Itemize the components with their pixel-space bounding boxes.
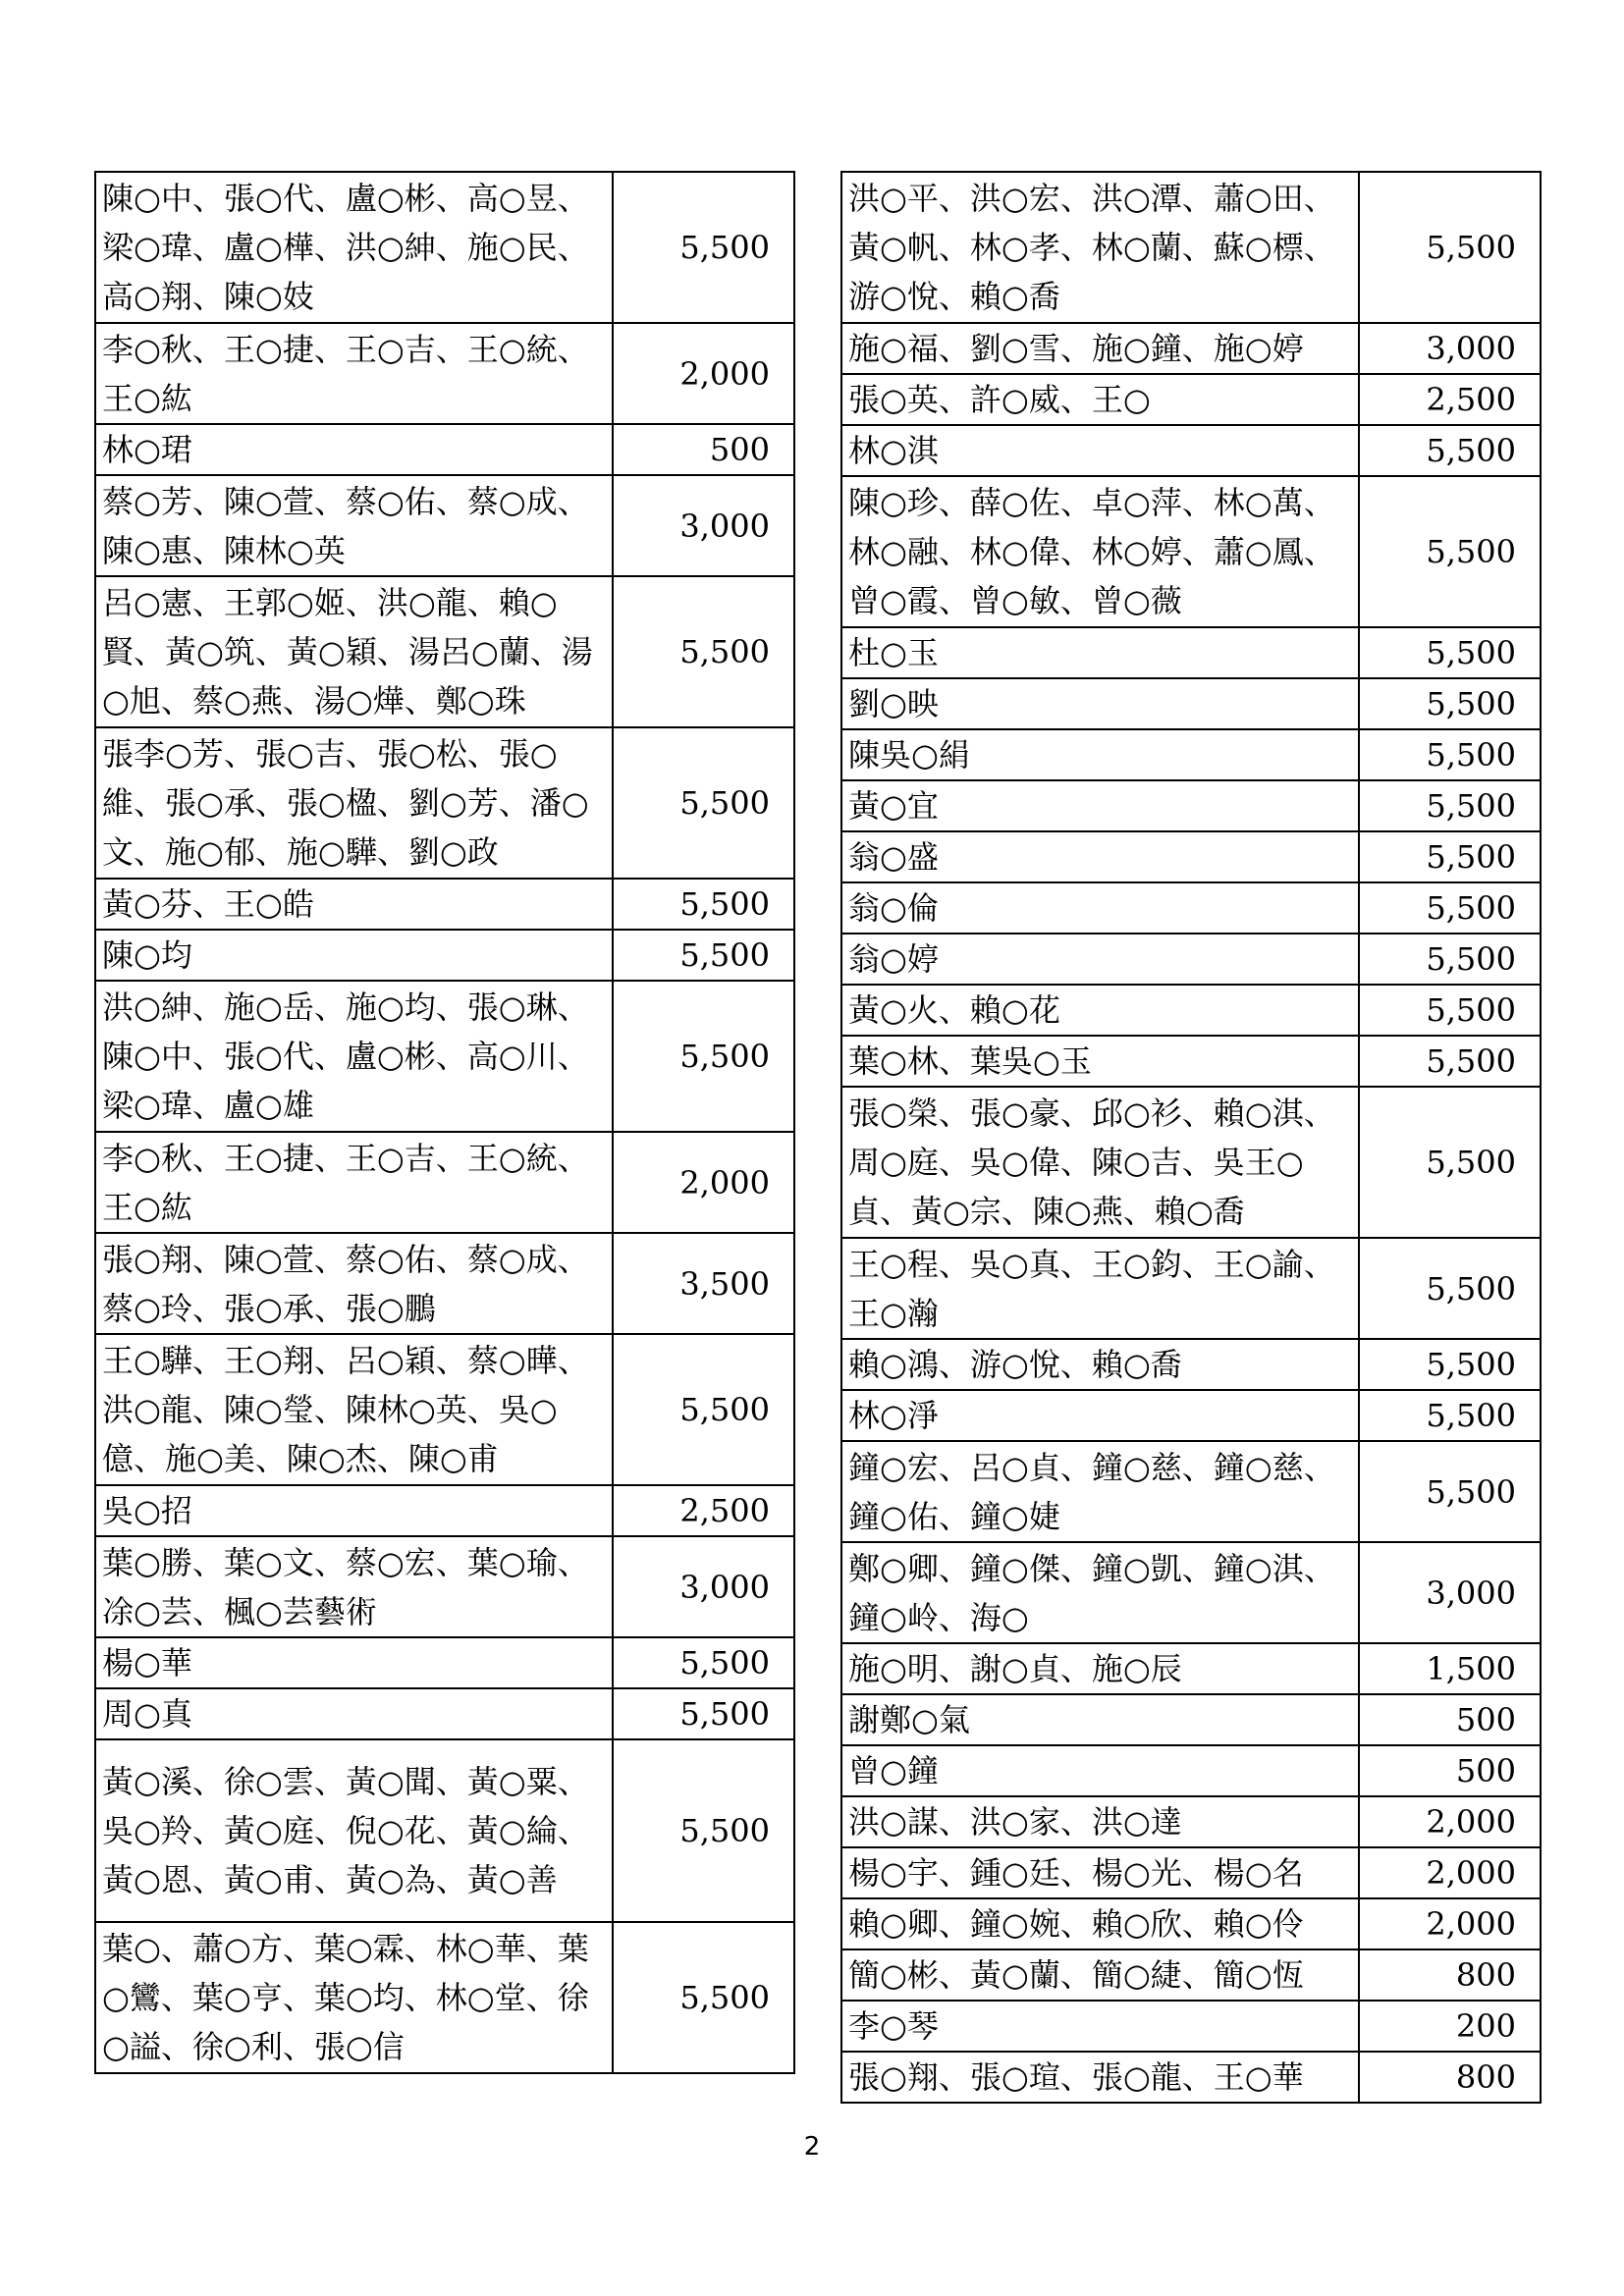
- donation-amount: 3,000: [1359, 1542, 1541, 1643]
- table-row: [841, 1036, 1541, 1087]
- donation-amount: 5,500: [1359, 627, 1541, 678]
- donor-names: 簡○彬、黃○蘭、簡○緁、簡○恆: [841, 1949, 1359, 2001]
- donation-amount: 200: [1359, 2001, 1541, 2052]
- donation-amount: 500: [613, 424, 794, 475]
- table-row: [841, 425, 1541, 476]
- donation-amount: 500: [1359, 1694, 1541, 1745]
- donation-amount: 2,000: [613, 323, 794, 424]
- table-row: [95, 424, 794, 475]
- table-row: [95, 1132, 794, 1233]
- donation-amount: 5,500: [1359, 678, 1541, 729]
- table-row: [95, 1536, 794, 1637]
- donor-names: 王○驊、王○翔、呂○穎、蔡○曄、洪○龍、陳○瑩、陳林○英、吳○億、施○美、陳○杰、陳○甫: [95, 1334, 613, 1485]
- table-row: [841, 1087, 1541, 1238]
- table-row: [841, 831, 1541, 882]
- donation-amount: 5,500: [613, 1688, 794, 1739]
- donation-amount: 3,000: [613, 475, 794, 576]
- donor-names: 林○淨: [841, 1390, 1359, 1441]
- table-row: [95, 1485, 794, 1536]
- donor-names: 杜○玉: [841, 627, 1359, 678]
- donor-names: 謝鄭○氣: [841, 1694, 1359, 1745]
- donation-amount: 5,500: [1359, 1238, 1541, 1339]
- donor-names: 翁○婷: [841, 934, 1359, 985]
- donor-names: 葉○、蕭○方、葉○霖、林○華、葉○鸞、葉○亨、葉○均、林○堂、徐○謚、徐○利、張○信: [95, 1922, 613, 2073]
- donation-amount: 5,500: [1359, 425, 1541, 476]
- table-row: [95, 1688, 794, 1739]
- donation-amount: 2,500: [1359, 374, 1541, 425]
- donation-amount: 2,000: [613, 1132, 794, 1233]
- donation-amount: 5,500: [1359, 1390, 1541, 1441]
- donor-names: 陳○均: [95, 930, 613, 981]
- donation-amount: 800: [1359, 1949, 1541, 2001]
- donor-names: 林○淇: [841, 425, 1359, 476]
- table-row: [841, 1238, 1541, 1339]
- table-row: [841, 1390, 1541, 1441]
- table-row: [841, 1694, 1541, 1745]
- table-row: [841, 729, 1541, 780]
- donation-table-left: [94, 171, 795, 2074]
- table-row: [95, 323, 794, 424]
- donation-amount: 5,500: [613, 576, 794, 727]
- donation-amount: 5,500: [1359, 729, 1541, 780]
- donor-names: 陳吳○絹: [841, 729, 1359, 780]
- table-row: [841, 323, 1541, 374]
- donation-amount: 5,500: [1359, 934, 1541, 985]
- donor-names: 黃○宜: [841, 780, 1359, 831]
- donor-names: 呂○憲、王郭○姬、洪○龍、賴○賢、黃○筑、黃○穎、湯呂○蘭、湯○旭、蔡○燕、湯○燁、鄭○珠: [95, 576, 613, 727]
- table-row: [841, 2001, 1541, 2052]
- donation-amount: 5,500: [613, 1637, 794, 1688]
- table-row: [841, 1745, 1541, 1796]
- table-row: [95, 727, 794, 879]
- table-row: [95, 1739, 794, 1922]
- table-row: [841, 2052, 1541, 2103]
- donor-names: 施○福、劉○雪、施○鐘、施○婷: [841, 323, 1359, 374]
- donor-names: 賴○鴻、游○悅、賴○喬: [841, 1339, 1359, 1390]
- donor-names: 陳○珍、薛○佐、卓○萍、林○萬、林○融、林○偉、林○婷、蕭○鳳、曾○霞、曾○敏、曾○薇: [841, 476, 1359, 627]
- donation-amount: 3,500: [613, 1233, 794, 1334]
- table-row: [841, 1643, 1541, 1694]
- table-row: [95, 1233, 794, 1334]
- table-row: [841, 1796, 1541, 1847]
- donor-names: 翁○盛: [841, 831, 1359, 882]
- donor-names: 洪○謀、洪○家、洪○達: [841, 1796, 1359, 1847]
- table-row: [841, 985, 1541, 1036]
- donor-names: 王○程、吳○真、王○鈞、王○諭、王○瀚: [841, 1238, 1359, 1339]
- donor-names: 鐘○宏、呂○貞、鐘○慈、鐘○慈、鐘○佑、鐘○婕: [841, 1441, 1359, 1542]
- donor-names: 劉○映: [841, 678, 1359, 729]
- table-row: [841, 1949, 1541, 2001]
- donor-names: 張○英、許○威、王○: [841, 374, 1359, 425]
- donation-amount: 5,500: [1359, 476, 1541, 627]
- table-row: [95, 1922, 794, 2073]
- table-row: [841, 934, 1541, 985]
- donation-amount: 5,500: [1359, 1441, 1541, 1542]
- donor-names: 張○翔、張○瑄、張○龍、王○華: [841, 2052, 1359, 2103]
- table-row: [95, 576, 794, 727]
- donation-amount: 5,500: [1359, 1036, 1541, 1087]
- donor-names: 周○真: [95, 1688, 613, 1739]
- donor-names: 楊○華: [95, 1637, 613, 1688]
- table-row: [95, 1334, 794, 1485]
- donor-names: 鄭○卿、鐘○傑、鐘○凱、鐘○淇、鐘○岭、海○: [841, 1542, 1359, 1643]
- donation-amount: 5,500: [613, 981, 794, 1132]
- table-row: [95, 981, 794, 1132]
- donor-names: 林○珺: [95, 424, 613, 475]
- donation-amount: 5,500: [1359, 780, 1541, 831]
- donor-names: 陳○中、張○代、盧○彬、高○昱、梁○瑋、盧○樺、洪○紳、施○民、高○翔、陳○妓: [95, 172, 613, 323]
- donor-names: 黃○芬、王○皓: [95, 879, 613, 930]
- page-number: 2: [803, 2132, 821, 2162]
- donation-amount: 5,500: [613, 930, 794, 981]
- donor-names: 洪○平、洪○宏、洪○潭、蕭○田、黃○帆、林○孝、林○蘭、蘇○標、游○悅、賴○喬: [841, 172, 1359, 323]
- table-row: [95, 1637, 794, 1688]
- table-row: [841, 780, 1541, 831]
- donation-amount: 5,500: [1359, 1339, 1541, 1390]
- donor-names: 洪○紳、施○岳、施○均、張○琳、陳○中、張○代、盧○彬、高○川、梁○瑋、盧○雄: [95, 981, 613, 1132]
- table-row: [95, 930, 794, 981]
- donation-amount: 800: [1359, 2052, 1541, 2103]
- donation-amount: 2,500: [613, 1485, 794, 1536]
- donation-amount: 5,500: [1359, 1087, 1541, 1238]
- table-row: [841, 1847, 1541, 1898]
- donor-names: 楊○宇、鍾○廷、楊○光、楊○名: [841, 1847, 1359, 1898]
- donor-names: 張○翔、陳○萱、蔡○佑、蔡○成、蔡○玲、張○承、張○鵬: [95, 1233, 613, 1334]
- table-row: [95, 172, 794, 323]
- donation-amount: 500: [1359, 1745, 1541, 1796]
- donation-amount: 1,500: [1359, 1643, 1541, 1694]
- donor-names: 張李○芳、張○吉、張○松、張○維、張○承、張○楹、劉○芳、潘○文、施○郁、施○驊、劉○政: [95, 727, 613, 879]
- donor-names: 李○秋、王○捷、王○吉、王○統、王○紘: [95, 1132, 613, 1233]
- donor-names: 葉○林、葉吳○玉: [841, 1036, 1359, 1087]
- donor-names: 李○琴: [841, 2001, 1359, 2052]
- donor-names: 黃○溪、徐○雲、黃○聞、黃○粟、吳○羚、黃○庭、倪○花、黃○綸、黃○恩、黃○甫、黃○為、黃○善: [95, 1739, 613, 1922]
- donation-amount: 3,000: [1359, 323, 1541, 374]
- table-row: [841, 678, 1541, 729]
- donor-names: 賴○卿、鐘○婉、賴○欣、賴○伶: [841, 1898, 1359, 1949]
- donor-names: 吳○招: [95, 1485, 613, 1536]
- table-row: [95, 475, 794, 576]
- donor-names: 葉○勝、葉○文、蔡○宏、葉○瑜、凃○芸、楓○芸藝術: [95, 1536, 613, 1637]
- table-row: [95, 879, 794, 930]
- donation-amount: 5,500: [613, 727, 794, 879]
- table-row: [841, 1898, 1541, 1949]
- donation-amount: 2,000: [1359, 1898, 1541, 1949]
- table-row: [841, 1339, 1541, 1390]
- donation-amount: 5,500: [1359, 831, 1541, 882]
- table-row: [841, 1441, 1541, 1542]
- donation-amount: 2,000: [1359, 1847, 1541, 1898]
- table-row: [841, 476, 1541, 627]
- donor-names: 曾○鐘: [841, 1745, 1359, 1796]
- donation-amount: 3,000: [613, 1536, 794, 1637]
- table-row: [841, 882, 1541, 934]
- donor-names: 翁○倫: [841, 882, 1359, 934]
- table-row: [841, 374, 1541, 425]
- table-row: [841, 172, 1541, 323]
- donor-names: 黃○火、賴○花: [841, 985, 1359, 1036]
- donation-amount: 5,500: [613, 172, 794, 323]
- donor-names: 李○秋、王○捷、王○吉、王○統、王○紘: [95, 323, 613, 424]
- donation-amount: 5,500: [613, 1739, 794, 1922]
- donor-names: 施○明、謝○貞、施○辰: [841, 1643, 1359, 1694]
- donation-amount: 5,500: [613, 1334, 794, 1485]
- table-row: [841, 1542, 1541, 1643]
- donor-names: 蔡○芳、陳○萱、蔡○佑、蔡○成、陳○惠、陳林○英: [95, 475, 613, 576]
- donation-table-right: [840, 171, 1542, 2104]
- donation-amount: 5,500: [1359, 985, 1541, 1036]
- donation-amount: 5,500: [1359, 882, 1541, 934]
- donation-amount: 5,500: [1359, 172, 1541, 323]
- donation-amount: 2,000: [1359, 1796, 1541, 1847]
- table-row: [841, 627, 1541, 678]
- donation-amount: 5,500: [613, 879, 794, 930]
- donation-amount: 5,500: [613, 1922, 794, 2073]
- donor-names: 張○榮、張○豪、邱○衫、賴○淇、周○庭、吳○偉、陳○吉、吳王○貞、黃○宗、陳○燕、賴○喬: [841, 1087, 1359, 1238]
